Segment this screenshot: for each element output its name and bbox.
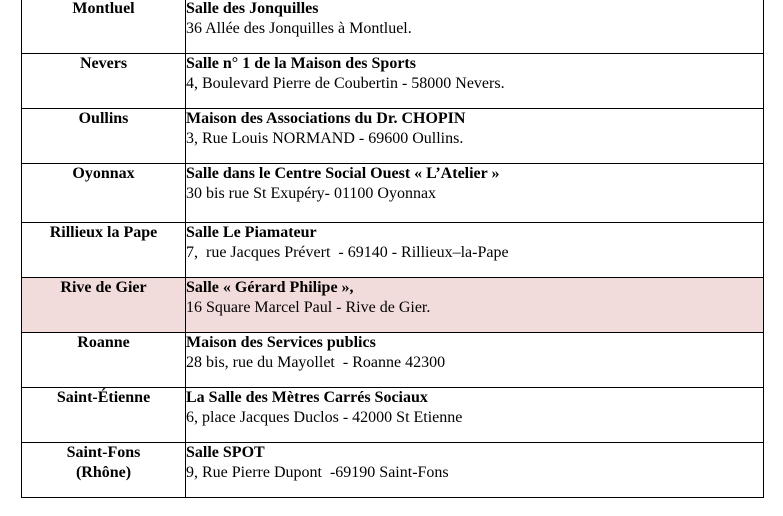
venue-cell: [186, 0, 764, 54]
table-row: [22, 388, 764, 443]
venue-name: La Salle des Mètres Carrés Sociaux: [186, 389, 428, 406]
table-row: [22, 443, 764, 498]
venue-address: 7, rue Jacques Prévert - 69140 - Rillieux–la-Pape: [186, 244, 509, 261]
city-cell: [22, 0, 186, 54]
venue-address: 4, Boulevard Pierre de Coubertin - 58000 Nevers.: [186, 75, 505, 92]
city-name: Oullins: [78, 110, 129, 127]
venue-address: 6, place Jacques Duclos - 42000 St Etienne: [186, 409, 463, 426]
venue-name: Salle dans le Centre Social Ouest « L’Atelier »: [186, 165, 500, 182]
table-row: [22, 109, 764, 164]
venue-cell: [186, 109, 764, 164]
city-region: (Rhône): [75, 464, 132, 481]
venue-cell: [186, 333, 764, 388]
city-name: Saint-Étienne: [56, 389, 151, 406]
table-row: [22, 54, 764, 109]
city-name: Saint-Fons: [66, 444, 141, 461]
venue-cell: [186, 443, 764, 498]
venue-address: 36 Allée des Jonquilles à Montluel.: [186, 20, 412, 37]
city-name: Nevers: [79, 55, 128, 72]
venue-address: 28 bis, rue du Mayollet - Roanne 42300: [186, 354, 446, 371]
city-cell: [22, 109, 186, 164]
venue-cell: [186, 164, 764, 223]
city-cell: [22, 164, 186, 223]
city-cell: [22, 333, 186, 388]
table-row-highlighted: [22, 278, 764, 333]
city-cell: [22, 223, 186, 278]
table-row: [22, 223, 764, 278]
venue-name: Maison des Associations du Dr. CHOPIN: [186, 110, 466, 127]
venue-cell: [186, 223, 764, 278]
venue-cell: [186, 278, 764, 333]
city-name: Rive de Gier: [60, 279, 147, 296]
venue-name: Salle des Jonquilles: [186, 0, 319, 17]
venue-cell: [186, 54, 764, 109]
venues-table: [21, 0, 764, 498]
city-cell: [22, 443, 186, 498]
city-cell: [22, 54, 186, 109]
table-row: [22, 333, 764, 388]
venue-name: Salle n° 1 de la Maison des Sports: [186, 55, 416, 72]
city-name: Oyonnax: [72, 165, 135, 182]
venue-address: 9, Rue Pierre Dupont -69190 Saint-Fons: [186, 464, 449, 481]
city-cell: [22, 278, 186, 333]
venue-address: 30 bis rue St Exupéry- 01100 Oyonnax: [186, 185, 437, 202]
venue-name: Maison des Services publics: [186, 334, 376, 351]
table-row: [22, 0, 764, 54]
city-name: Rillieux la Pape: [49, 224, 158, 241]
venue-name: Salle « Gérard Philipe »,: [186, 279, 354, 296]
venue-name: Salle Le Piamateur: [186, 224, 317, 241]
venue-address: 3, Rue Louis NORMAND - 69600 Oullins.: [186, 130, 464, 147]
city-name: Montluel: [72, 0, 135, 17]
venue-cell: [186, 388, 764, 443]
table-row: [22, 164, 764, 223]
city-name: Roanne: [77, 334, 130, 351]
venue-name: Salle SPOT: [186, 444, 265, 461]
city-cell: [22, 388, 186, 443]
venue-address: 16 Square Marcel Paul - Rive de Gier.: [186, 299, 431, 316]
